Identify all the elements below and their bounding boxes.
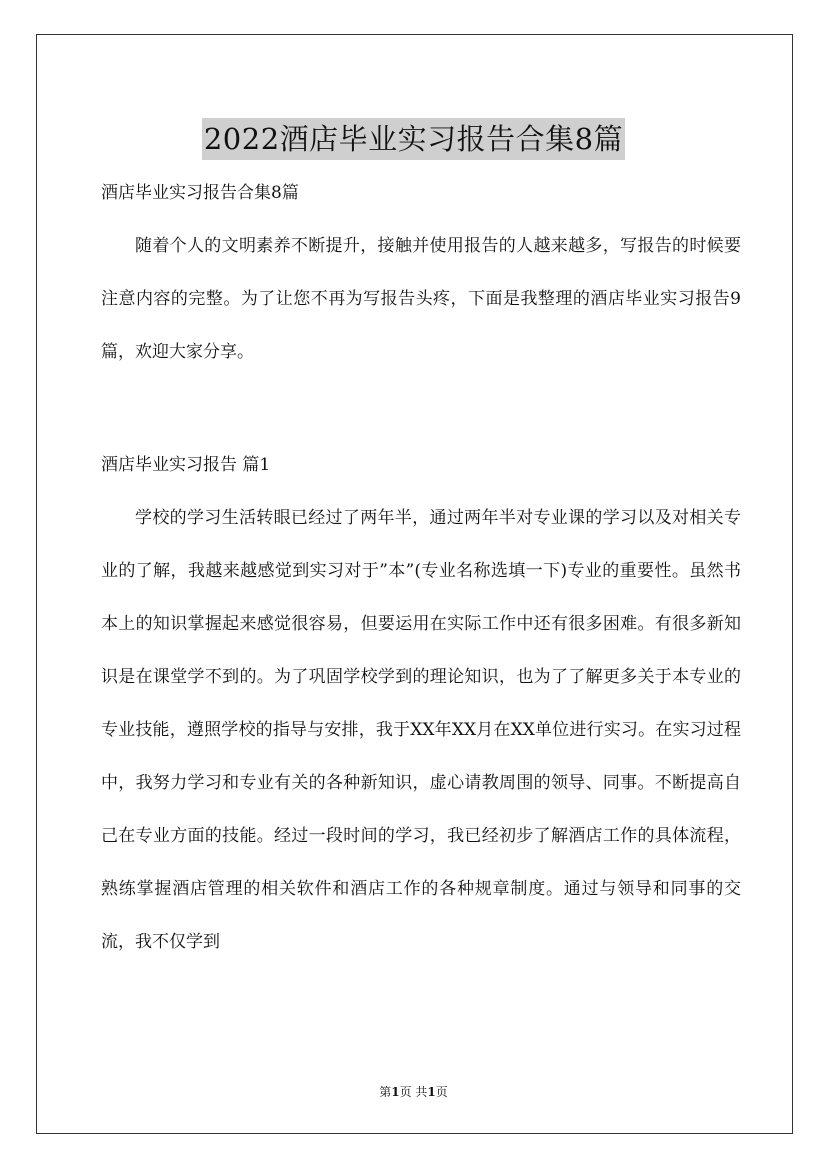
footer-page-mid: 页 共 [399, 1085, 428, 1099]
document-subtitle: 酒店毕业实习报告合集8篇 [101, 183, 299, 203]
page-footer [0, 1084, 827, 1100]
footer-page-number: 1 [391, 1085, 400, 1099]
footer-total-pages: 1 [427, 1085, 436, 1099]
title-container [0, 99, 827, 180]
intro-paragraph: 随着个人的文明素养不断提升，接触并使用报告的人越来越多，写报告的时候要注意内容的完整。为了让您不再为写报告头疼，下面是我整理的酒店毕业实习报告9篇，欢迎大家分享。 [101, 236, 741, 362]
footer-page-prefix: 第 [379, 1085, 392, 1099]
section-paragraph: 学校的学习生活转眼已经过了两年半，通过两年半对专业课的学习以及对相关专业的了解，我越来越感觉到实习对于”本”(专业名称选填一下)专业的重要性。虽然书本上的知识掌握起来感觉很容易，但要运用在实际工作中还有很多困难。有很多新知识是在课堂学不到的。为了巩固学校学到的理论知识，也为了了解更多关于本专业的专业技能，遵照学校的指导与安排，我于XX年XX月在XX单位进行实习。在实习过程中，我努力学习和专业有关的各种新知识，虚心请教周围的领导、同事。不断提高自己在专业方面的技能。经过一段时间的学习，我已经初步了解酒店工作的具体流程，熟练掌握酒店管理的相关软件和酒店工作的各种规章制度。通过与领导和同事的交流，我不仅学到 [101, 508, 741, 952]
section-title: 酒店毕业实习报告 篇1 [101, 455, 271, 475]
footer-page-suffix: 页 [435, 1085, 448, 1099]
document-title: 2022酒店毕业实习报告合集8篇 [202, 118, 625, 160]
